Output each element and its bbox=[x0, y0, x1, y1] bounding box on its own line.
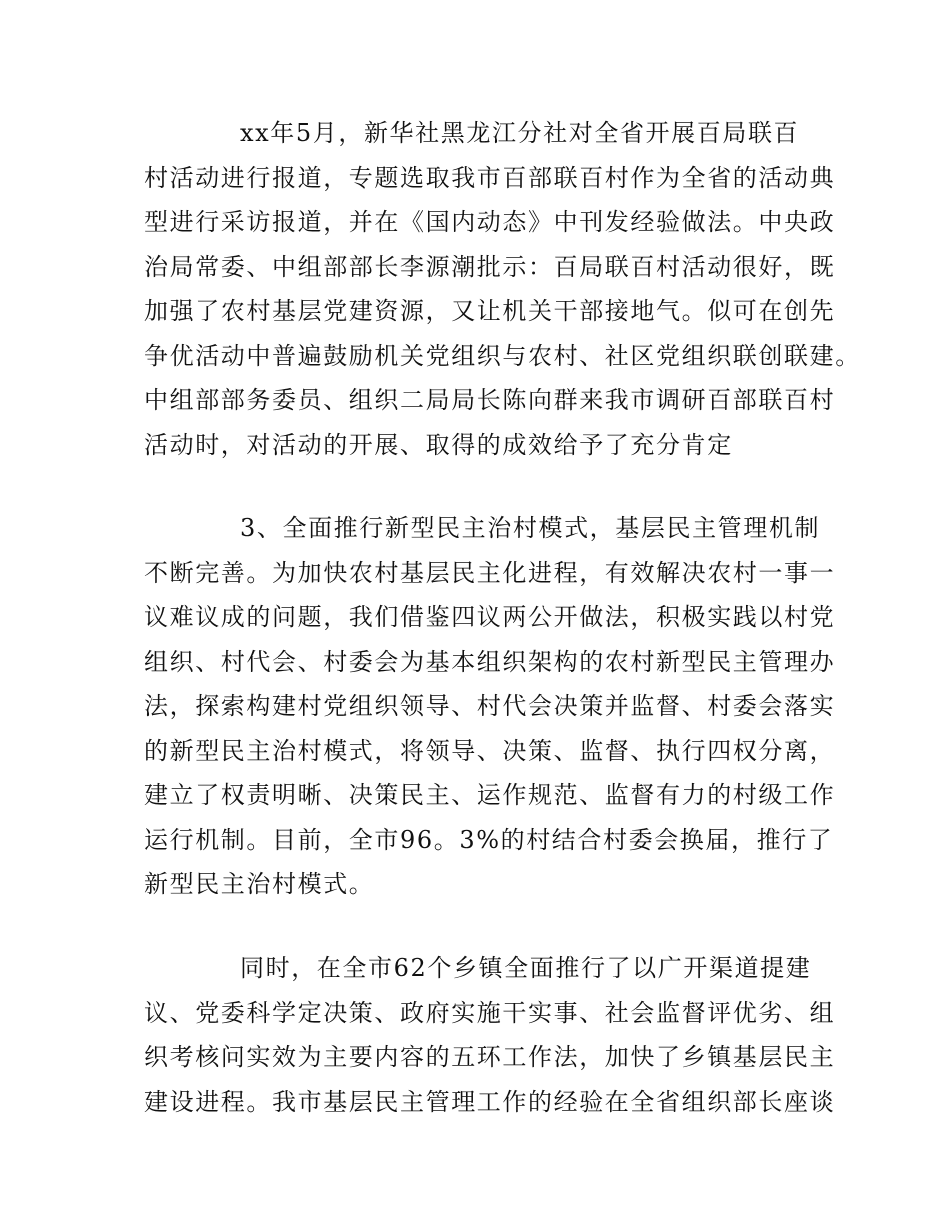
text-line: 组织、村代会、村委会为基本组织架构的农村新型民主管理办 bbox=[144, 647, 836, 676]
text-line: 活动时，对活动的开展、取得的成效给予了充分肯定 bbox=[144, 430, 733, 459]
text-line: 建设进程。我市基层民主管理工作的经验在全省组织部长座谈 bbox=[144, 1087, 836, 1116]
text-line: 同时，在全市62个乡镇全面推行了以广开渠道提建 bbox=[240, 954, 812, 982]
text-line: 治局常委、中组部部长李源潮批示：百局联百村活动很好，既 bbox=[144, 252, 836, 281]
text-line: 不断完善。为加快农村基层民主化进程，有效解决农村一事一 bbox=[144, 558, 836, 587]
text-line: 村活动进行报道，专题选取我市百部联百村作为全省的活动典 bbox=[144, 163, 836, 192]
text-line: 型进行采访报道，并在《国内动态》中刊发经验做法。中央政 bbox=[144, 208, 836, 236]
text-line: 争优活动中普遍鼓励机关党组织与农村、社区党组织联创联建。 bbox=[144, 341, 861, 370]
text-line: 加强了农村基层党建资源，又让机关干部接地气。似可在创先 bbox=[144, 297, 836, 325]
text-line: 的新型民主治村模式，将领导、决策、监督、执行四权分离， bbox=[144, 736, 836, 765]
text-line: 3、全面推行新型民主治村模式，基层民主管理机制 bbox=[240, 514, 821, 542]
text-line: 议难议成的问题，我们借鉴四议两公开做法，积极实践以村党 bbox=[144, 603, 836, 631]
paragraph-township-method bbox=[144, 946, 864, 1124]
text-line: 运行机制。目前，全市96。3%的村结合村委会换届，推行了 bbox=[144, 825, 834, 854]
paragraph-democratic-governance bbox=[144, 506, 864, 907]
paragraph-xinhua-report bbox=[144, 111, 864, 467]
text-line: 织考核问实效为主要内容的五环工作法，加快了乡镇基层民主 bbox=[144, 1043, 836, 1071]
text-line: 建立了权责明晰、决策民主、运作规范、监督有力的村级工作 bbox=[144, 781, 836, 809]
text-line: 中组部部务委员、组织二局局长陈向群来我市调研百部联百村 bbox=[144, 386, 836, 414]
text-line: xx年5月，新华社黑龙江分社对全省开展百局联百 bbox=[240, 119, 800, 147]
text-line: 新型民主治村模式。 bbox=[144, 870, 375, 898]
text-line: 法，探索构建村党组织领导、村代会决策并监督、村委会落实 bbox=[144, 692, 836, 720]
text-line: 议、党委科学定决策、政府实施干实事、社会监督评优劣、组 bbox=[144, 998, 836, 1027]
